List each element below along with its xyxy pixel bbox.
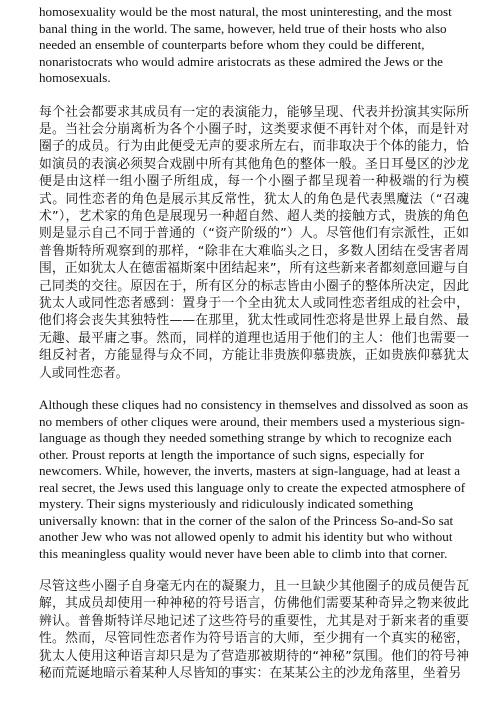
paragraph-english-2: Although these cliques had no consistency in themselves and dissolved as soon as no members of other cliques were around, their members used a mysterious sign-language as though they needed something strange by which to recognize each other. Proust reports at length the importance of such signs, especially for newcomers. While, however, the inverts, masters at sign-language, had at least a real secret, the Jews used this language only to create the expected atmosphere of mystery. Their signs mysteriously and ridiculously indicated something universally known: that in the corner of the salon of the Princess So-and-So sat another Jew who was not allowed openly to admit his identity but who without this meaningless quality would never have been able to climb into that corner. <box>39 397 469 561</box>
paragraph-chinese-1: 每个社会都要求其成员有一定的表演能力，能够呈现、代表并扮演其实际所是。当社会分崩离析为各个小圈子时，这类要求便不再针对个体，而是针对圈子的成员。行为由此便受无声的要求所左右，而非取决于个体的能力，恰如演员的表演必须契合戏剧中所有其他角色的整体一般。圣日耳曼区的沙龙便是由这样一组小圈子所组成，每一个小圈子都呈现着一种极端的行为模式。同性恋者的角色是展示其反常性，犹太人的角色是代表黑魔法（“召魂术”），艺术家的角色是展现另一种超自然、超人类的接触方式，贵族的角色则是显示自己不同于普通的（“资产阶级的”）人。尽管他们有宗派性，正如普鲁斯特所观察到的那样，“除非在大难临头之日，多数人团结在受害者周围，正如犹太人在德雷福斯案中团结起来”，所有这些新来者都刻意回避与自己同类的交往。原因在于，所有区分的标志皆由小圈子的整体所决定，因此犹太人或同性恋者感到：置身于一个全由犹太人或同性恋者组成的社会中，他们将会丧失其独特性——在那里，犹太性或同性恋将是世界上最自然、最无趣、最平庸之事。然而，同样的道理也适用于他们的主人：他们也需要一组反衬者，方能显得与众不同，方能让非贵族仰慕贵族，正如贵族仰慕犹太人或同性恋者。 <box>39 104 469 381</box>
paragraph-english-1: homosexuality would be the most natural, the most uninteresting, and the most banal thing in the world. The same, however, held true of their hosts who also needed an ensemble of counterparts before whom they could be different, nonaristocrats who would admire aristocrats as these admired the Jews or the homosexuals. <box>39 4 452 85</box>
paragraph-chinese-2: 尽管这些小圈子自身毫无内在的凝聚力，且一旦缺少其他圈子的成员便告瓦解，其成员却使用一种神秘的符号语言，仿佛他们需要某种奇异之物来彼此辨认。普鲁斯特详尽地记述了这些符号的重要性，尤其是对于新来者的重要性。然而，尽管同性恋者作为符号语言的大师，至少拥有一个真实的秘密，犹太人使用这种语言却只是为了营造那被期待的“神秘”氛围。他们的符号神秘而荒诞地暗示着某种人尽皆知的事实：在某某公主的沙龙角落里，坐着另 <box>39 579 469 682</box>
